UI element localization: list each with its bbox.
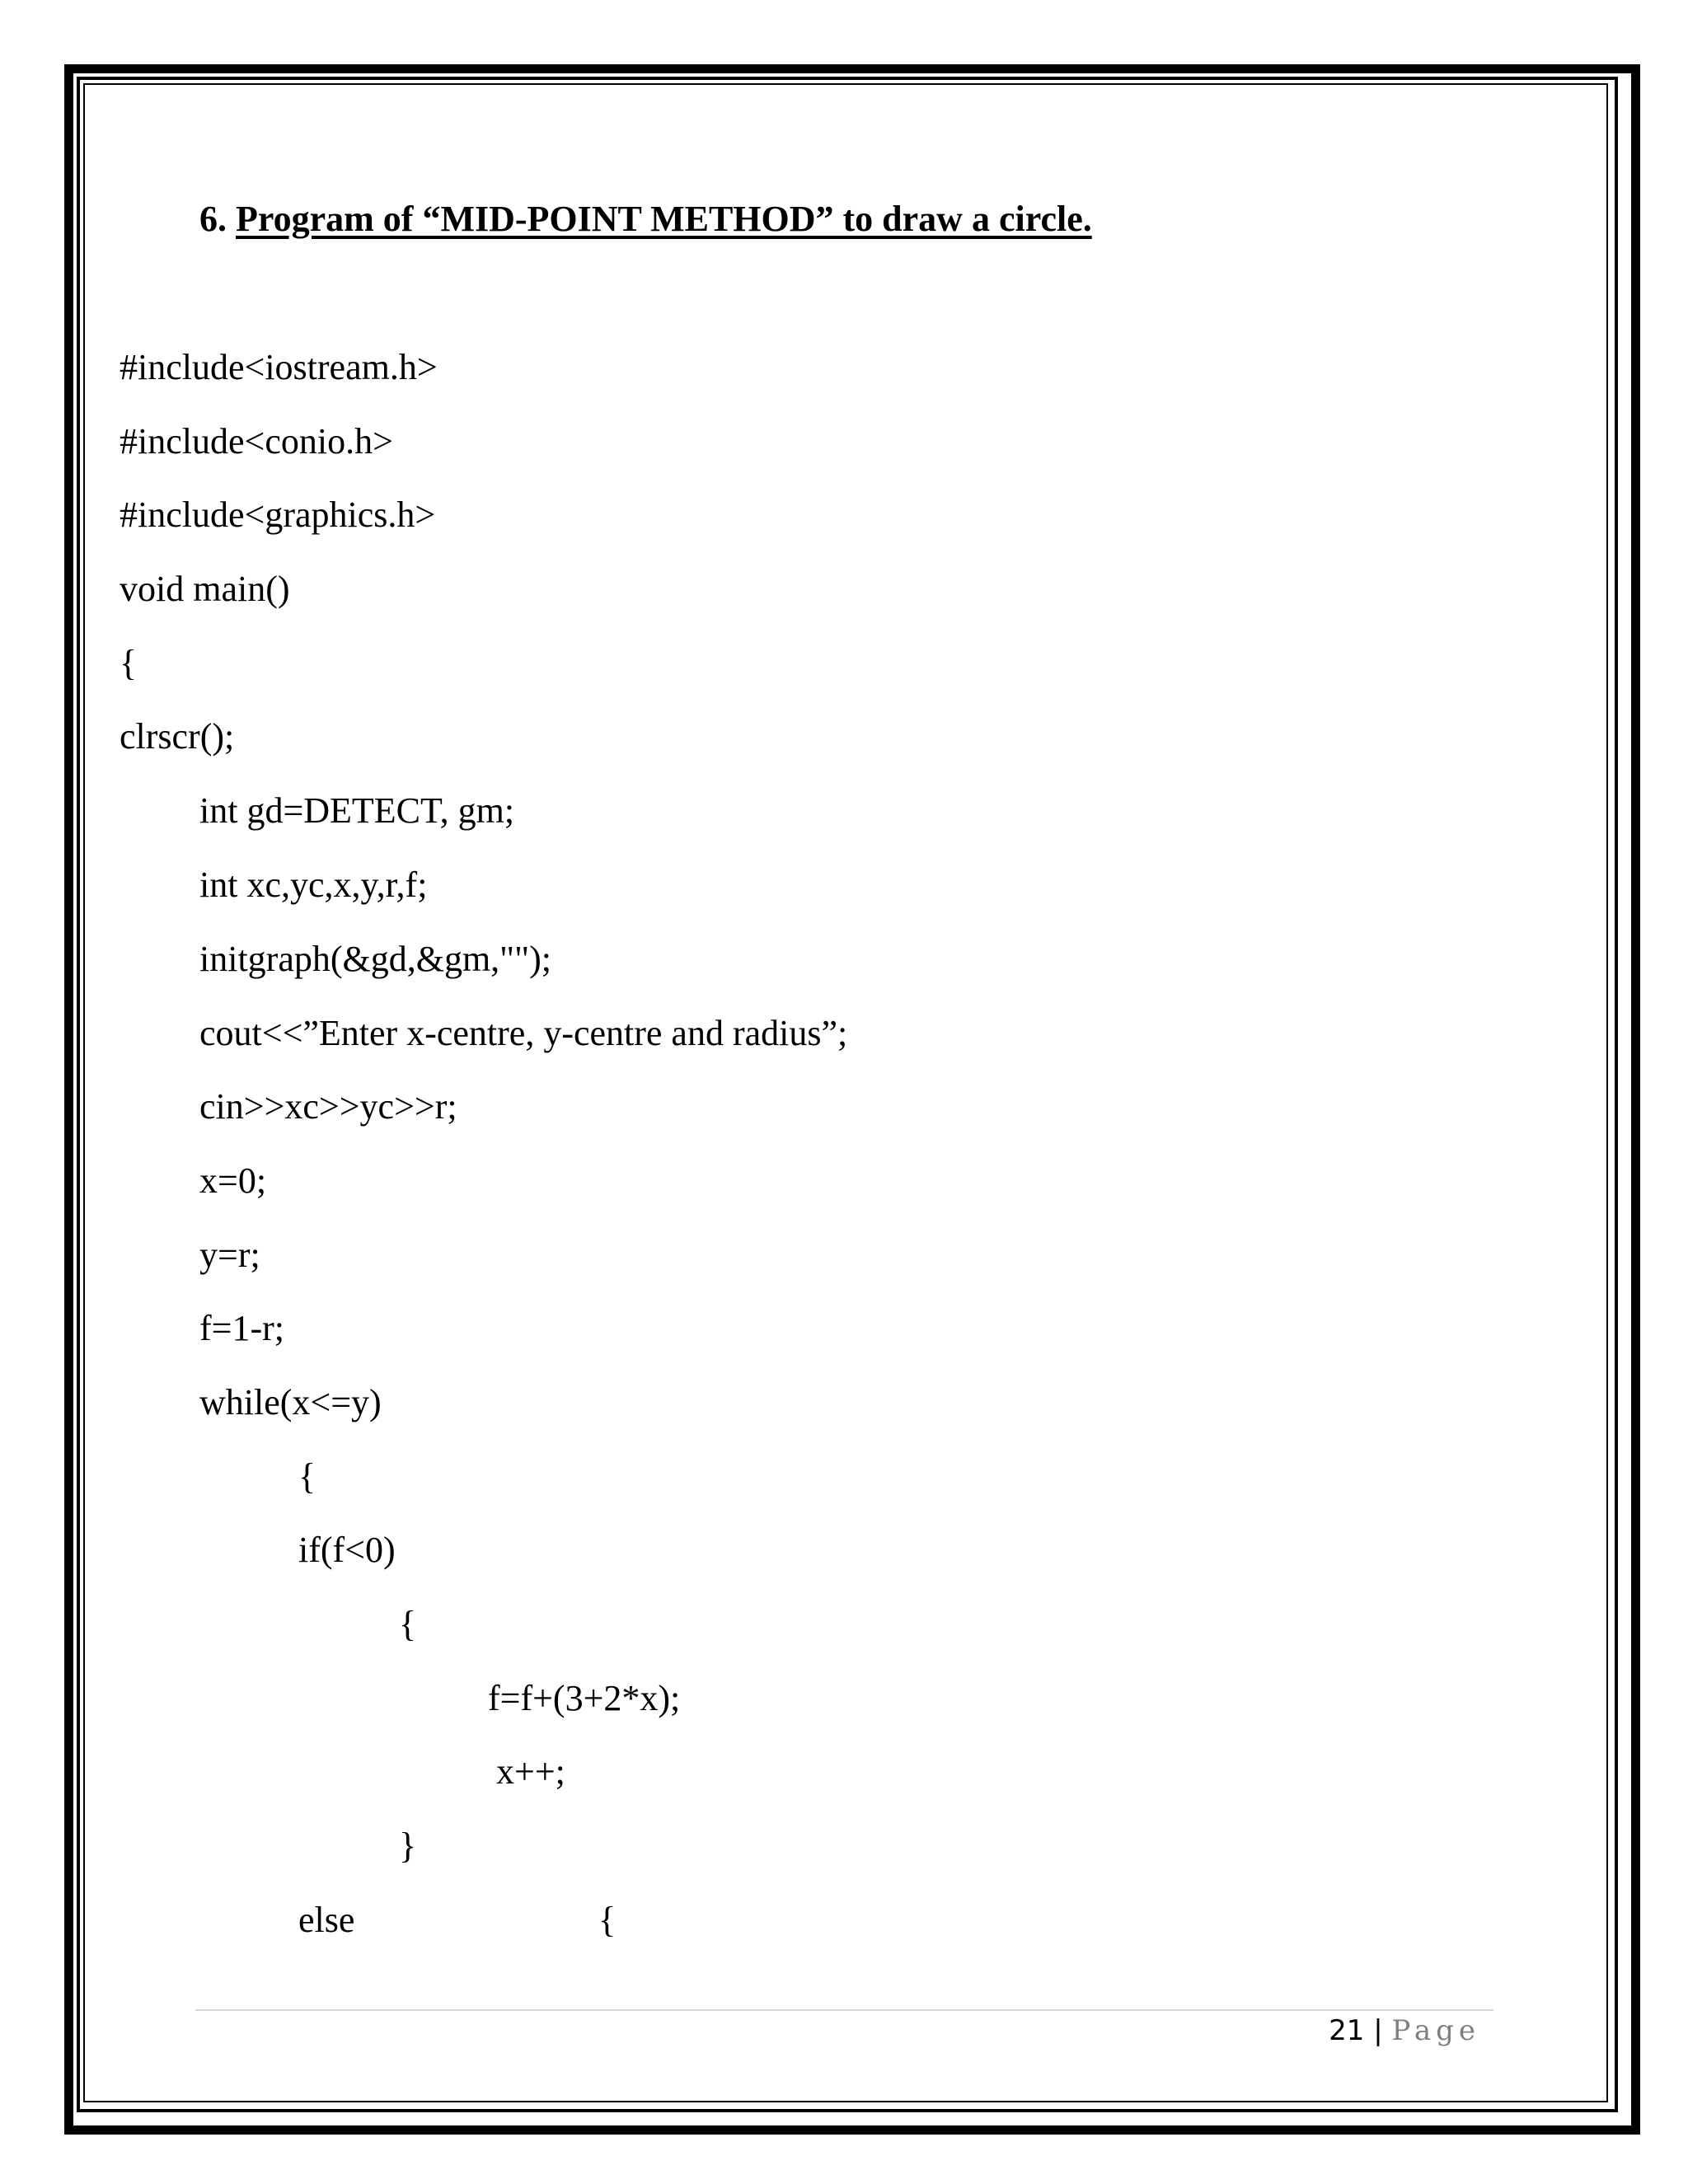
code-line: { [598,1900,617,1940]
page-number-label: Page [1391,2014,1480,2047]
code-line: int xc,yc,x,y,r,f; [199,865,428,905]
section-heading [199,198,1092,240]
code-line: #include<conio.h> [120,421,393,462]
code-line: while(x<=y) [199,1382,382,1422]
code-line: x++; [496,1751,565,1792]
code-line: x=0; [199,1160,267,1201]
footer-divider [195,2009,1493,2011]
page-number-separator: | [1373,2014,1383,2047]
code-line: clrscr(); [120,716,235,757]
code-line: y=r; [199,1235,260,1275]
code-line: int gd=DETECT, gm; [199,790,515,831]
code-line: { [120,643,138,683]
code-line: void main() [120,569,290,609]
code-line: } [399,1825,417,1866]
code-line: f=f+(3+2*x); [488,1678,681,1718]
code-line: cin>>xc>>yc>>r; [199,1086,457,1127]
code-line: #include<graphics.h> [120,494,436,535]
heading-number: 6. [199,199,227,239]
code-line: cout<<”Enter x-centre, y-centre and radius”; [199,1013,848,1053]
code-line: initgraph(&gd,&gm,""); [199,939,551,979]
code-line: if(f<0) [298,1530,396,1570]
page-number [1329,2014,1480,2047]
code-line: { [399,1604,417,1644]
code-line: else [298,1900,355,1940]
code-line: f=1-r; [199,1308,284,1348]
page-number-value: 21 [1329,2014,1365,2047]
code-line: { [298,1456,316,1497]
heading-title: Program of “MID-POINT METHOD” to draw a circle. [236,199,1092,239]
code-line: #include<iostream.h> [120,347,438,387]
